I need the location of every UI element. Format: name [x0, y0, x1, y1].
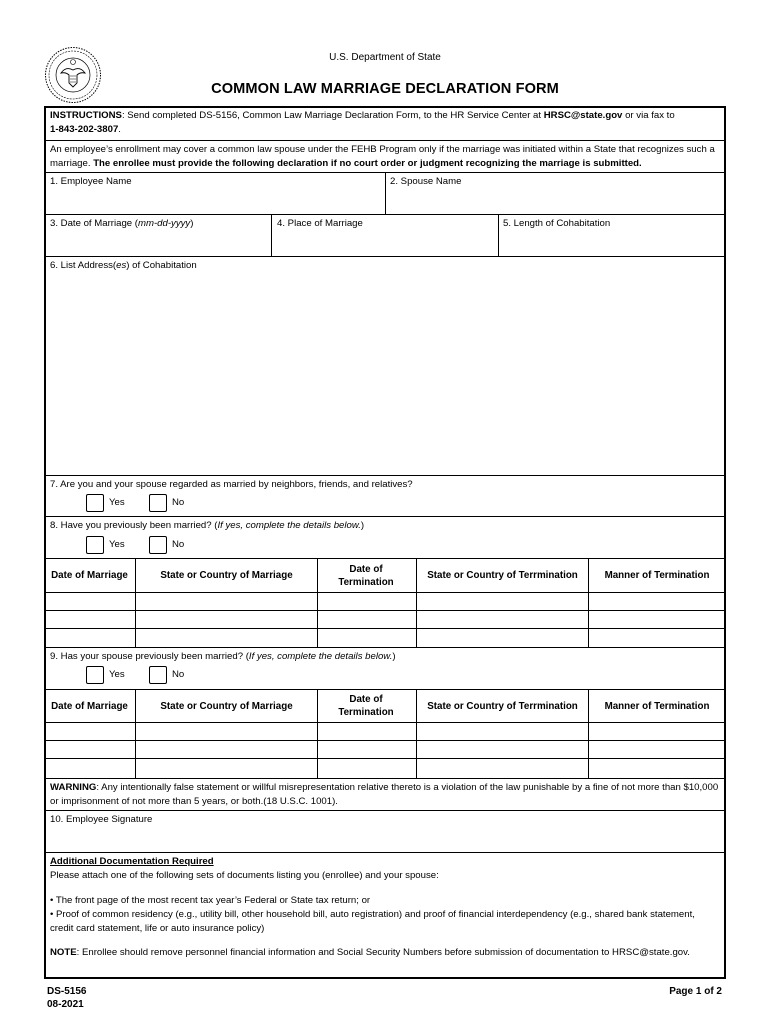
- table-header: Date of Marriage: [51, 570, 128, 581]
- eligibility-text: An employee’s enrollment may cover a common law spouse under the FEHB Program only if the marriage was initiated within a State that recognizes such a marriage. The enrollee must provide the following declaration if no court order or judgment recognizing the marriage is submitted.: [50, 144, 715, 169]
- note-label: NOTE: [50, 947, 77, 958]
- q9-no-label: No: [172, 669, 185, 680]
- place-of-marriage-label: 4. Place of Marriage: [277, 218, 363, 229]
- table-header: Date of Termination: [338, 563, 394, 588]
- q9-yes-label: Yes: [109, 669, 125, 680]
- q9-no-checkbox[interactable]: [149, 666, 167, 684]
- warning-text: WARNING: Any intentionally false statement or willful misrepresentation relative thereto is a violation of the law punishable by a fine of not more than $10,000 or imprisonment of not more than 5 years, or both.(18 U.S.C. 1001).: [50, 782, 719, 807]
- fax-number: 1-843-202-3807: [50, 124, 119, 135]
- documentation-note: NOTE: Enrollee should remove personnel financial information and Social Security Numbers before submission of documentation to HRSC@state.gov.: [50, 947, 690, 958]
- department-name: U.S. Department of State: [329, 52, 441, 63]
- q8-question: 8. Have you previously been married? (If yes, complete the details below.): [50, 520, 365, 531]
- q7-yes-label: Yes: [109, 497, 125, 508]
- documentation-bullet-2: • Proof of common residency (e.g., utility bill, other household bill, auto registration) and proof of financial interdependency (e.g., shared bank statement, credit card statement, life or auto insurance policy): [50, 909, 695, 934]
- length-of-cohabitation-label: 5. Length of Cohabitation: [503, 218, 611, 229]
- spouse-name-label: 2. Spouse Name: [390, 176, 462, 187]
- q8-no-checkbox[interactable]: [149, 536, 167, 554]
- form-number: DS-5156: [47, 986, 87, 997]
- documentation-heading: Additional Documentation Required: [50, 856, 214, 867]
- address-of-cohabitation-field[interactable]: [44, 256, 726, 476]
- table-header: State or Country of Marriage: [160, 570, 293, 581]
- table-header: Manner of Termination: [604, 570, 710, 581]
- table-header: State or Country of Marriage: [160, 700, 293, 712]
- q8-no-label: No: [172, 539, 185, 550]
- q8-yes-checkbox[interactable]: [86, 536, 104, 554]
- q8-yes-label: Yes: [109, 539, 125, 550]
- form-title: COMMON LAW MARRIAGE DECLARATION FORM: [211, 81, 559, 97]
- instructions-text: INSTRUCTIONS: Send completed DS-5156, Common Law Marriage Declaration Form, to the HR Service Center at HRSC@state.gov or via fax to 1-843-202-3807.: [50, 110, 675, 135]
- q7-no-checkbox[interactable]: [149, 494, 167, 512]
- employee-signature-label: 10. Employee Signature: [50, 814, 153, 825]
- page-number: Page 1 of 2: [669, 986, 722, 997]
- table-header: Date of Marriage: [51, 700, 128, 712]
- table-header: State or Country of Terrmination: [427, 570, 578, 581]
- q9-yes-checkbox[interactable]: [86, 666, 104, 684]
- table-header: Date of Termination: [338, 694, 394, 718]
- q7-no-label: No: [172, 497, 185, 508]
- date-of-marriage-label: 3. Date of Marriage (mm-dd-yyyy): [50, 218, 194, 229]
- q9-question: 9. Has your spouse previously been married? (If yes, complete the details below.): [50, 651, 396, 662]
- table-header: State or Country of Terrmination: [427, 700, 578, 712]
- address-of-cohabitation-label: 6. List Address(es) of Cohabitation: [50, 260, 197, 271]
- q7-question: 7. Are you and your spouse regarded as married by neighbors, friends, and relatives?: [50, 479, 413, 490]
- table-header: Manner of Termination: [604, 700, 710, 712]
- warning-label: WARNING: [50, 782, 97, 793]
- q7-yes-checkbox[interactable]: [86, 494, 104, 512]
- employee-name-label: 1. Employee Name: [50, 176, 132, 187]
- hrsc-email: HRSC@state.gov: [543, 110, 623, 121]
- documentation-bullet-1: • The front page of the most recent tax year’s Federal or State tax return; or: [50, 895, 371, 906]
- instructions-label: INSTRUCTIONS: [50, 110, 122, 121]
- form-revision: 08-2021: [47, 999, 84, 1010]
- documentation-intro: Please attach one of the following sets of documents listing you (enrollee) and your spouse:: [50, 870, 439, 881]
